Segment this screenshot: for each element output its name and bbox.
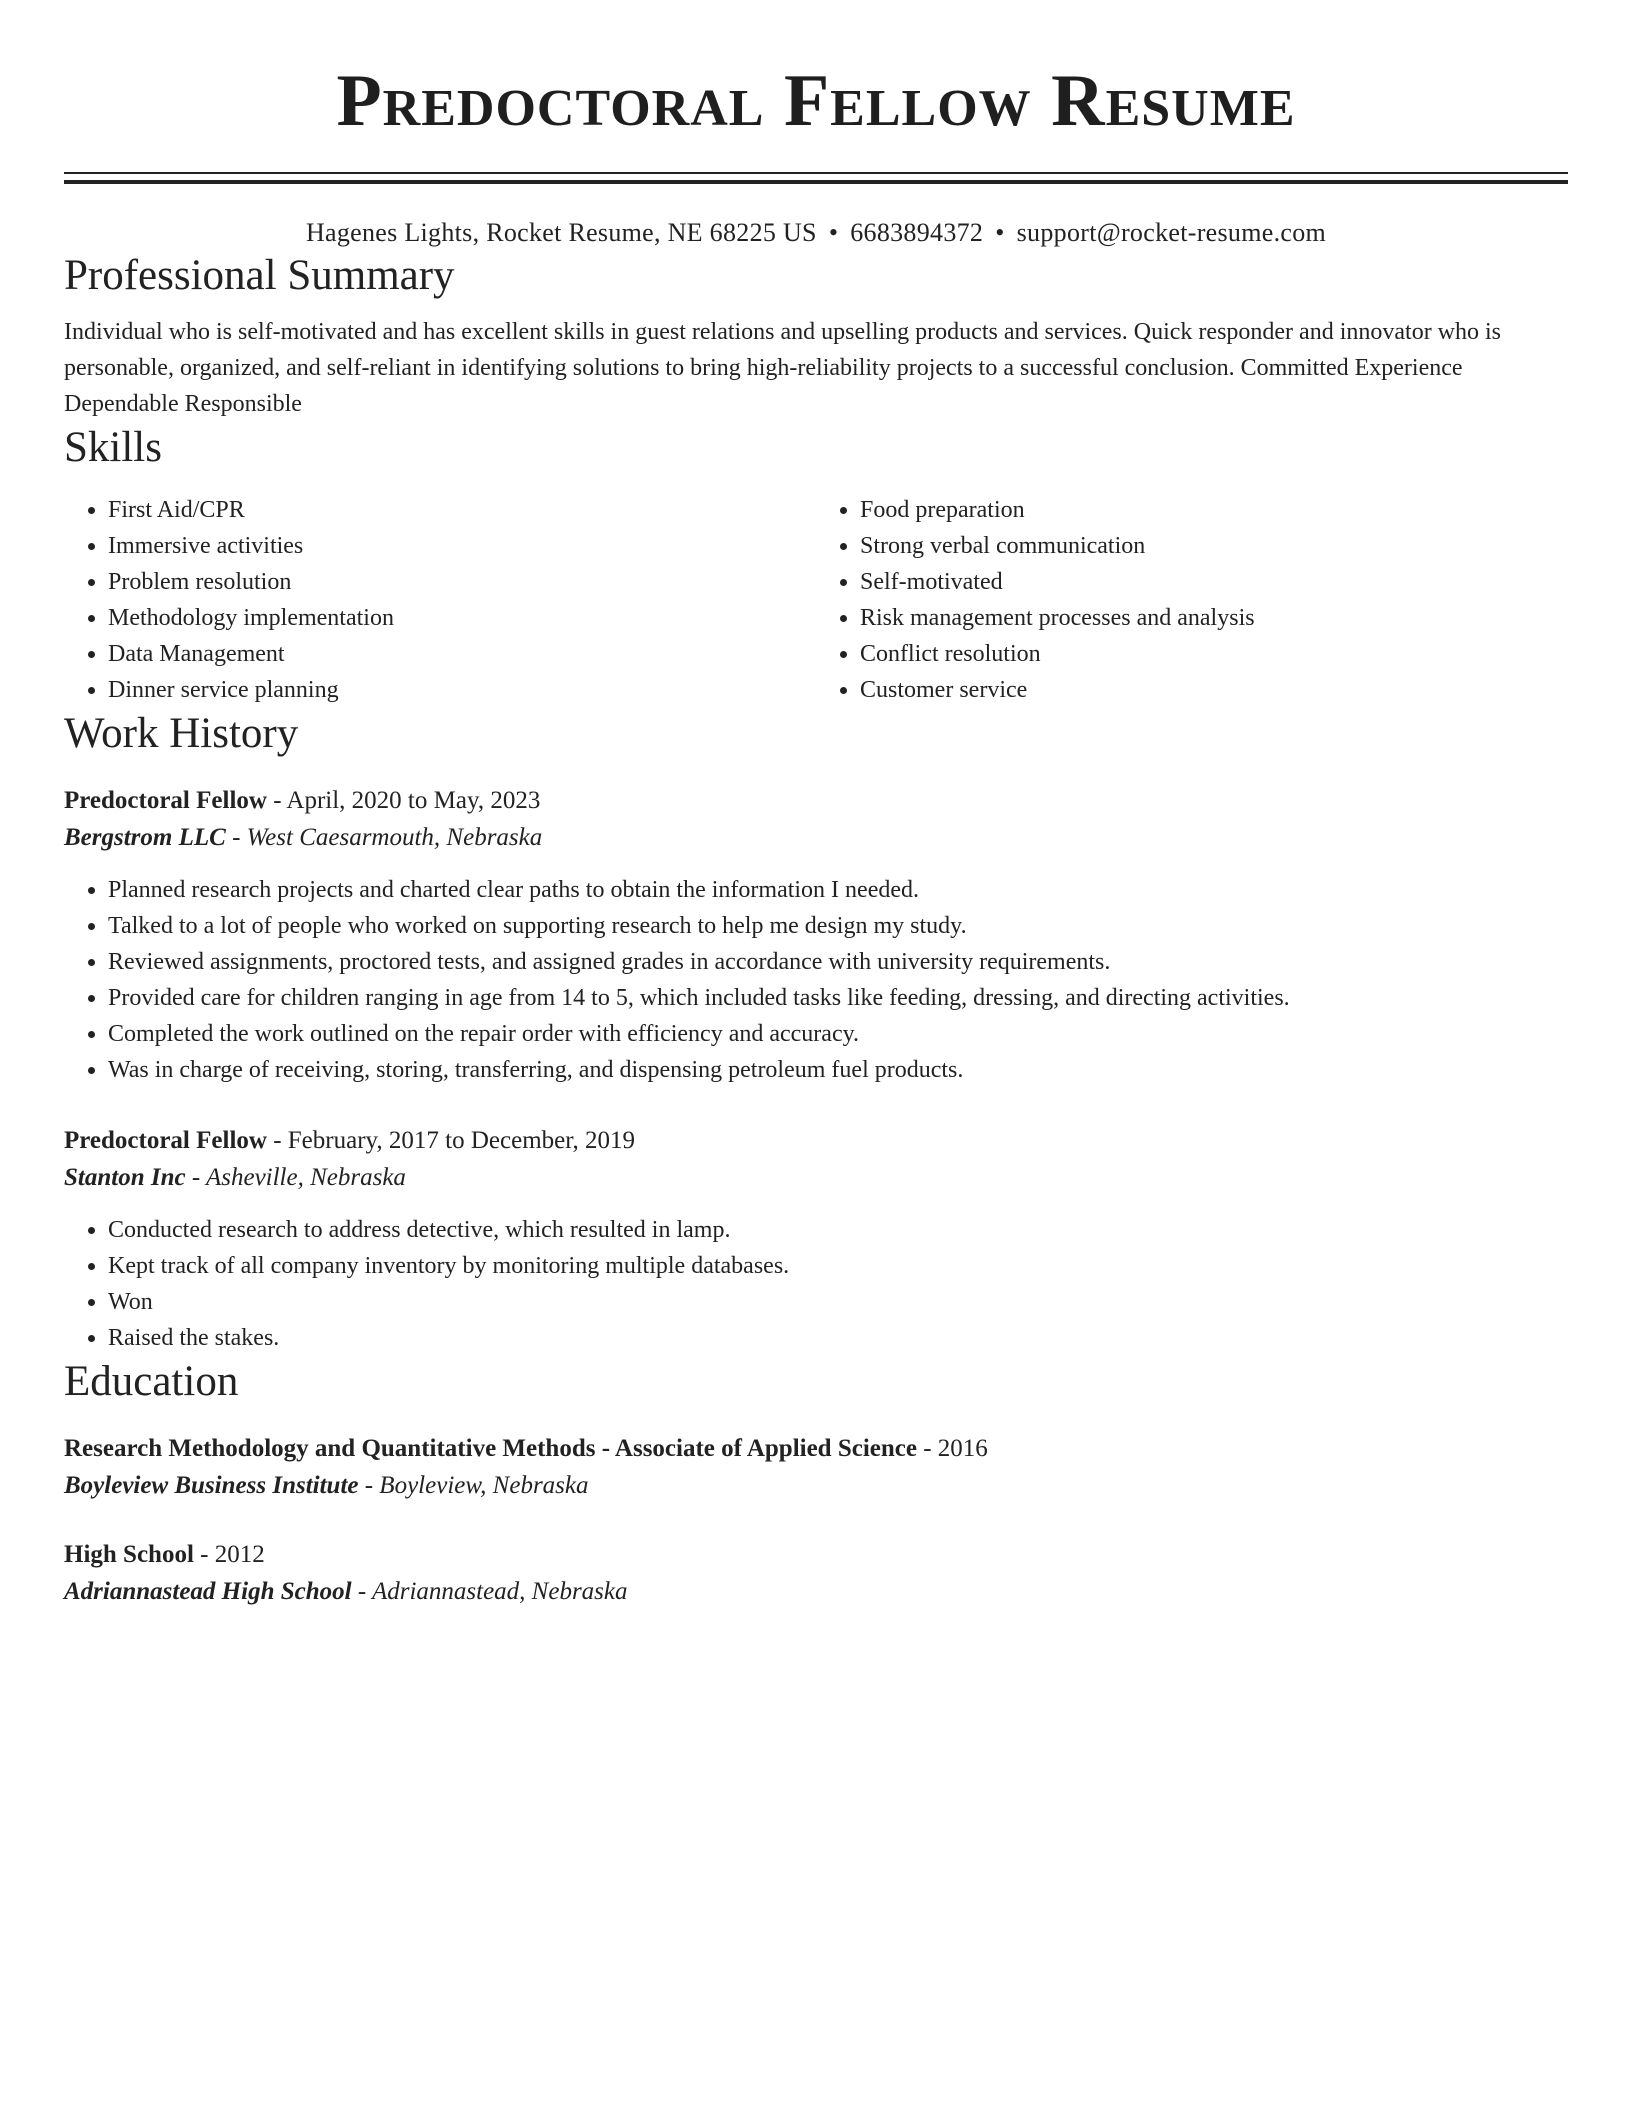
- work-history-heading: Work History: [64, 710, 299, 757]
- contact-address: Hagenes Lights, Rocket Resume, NE 68225 US: [305, 218, 817, 247]
- contact-phone: 6683894372: [850, 218, 984, 247]
- job-title-line: [64, 782, 1568, 820]
- degree-name: Research Methodology and Quantitative Methods - Associate of Applied Science: [64, 1435, 917, 1462]
- job-bullet: • Completed the work outlined on the repair order with efficiency and accuracy.: [108, 1016, 1568, 1052]
- company-name: Stanton Inc: [64, 1164, 186, 1191]
- education-heading: Education: [64, 1358, 239, 1405]
- job-bullet: • Talked to a lot of people who worked on supporting research to help me design my study.: [108, 908, 1568, 944]
- skill-item: • Food preparation: [860, 492, 1568, 528]
- job-bullet: • Won: [108, 1284, 1568, 1320]
- job-bullet: • Reviewed assignments, proctored tests, and assigned grades in accordance with university requirements.: [108, 944, 1568, 980]
- job-dates: - February, 2017 to December, 2019: [266, 1127, 636, 1154]
- job-bullets: [64, 872, 1568, 1088]
- contact-email: support@rocket-resume.com: [1016, 218, 1327, 247]
- job-bullet: • Kept track of all company inventory by monitoring multiple databases.: [108, 1248, 1568, 1284]
- job-bullets: [64, 1212, 1568, 1356]
- job-dates: - April, 2020 to May, 2023: [266, 787, 541, 814]
- education-entry: [64, 1536, 1568, 1610]
- school-location: - Adriannastead, Nebraska: [351, 1578, 628, 1605]
- skill-item: • First Aid/CPR: [108, 492, 816, 528]
- job-bullet: • Raised the stakes.: [108, 1320, 1568, 1356]
- job-title-line: [64, 1122, 1568, 1160]
- skills-column-right: [816, 492, 1568, 708]
- company-name: Bergstrom LLC: [64, 824, 226, 851]
- contact-separator: •: [995, 218, 1005, 247]
- skill-item: • Data Management: [108, 636, 816, 672]
- job-title: Predoctoral Fellow: [64, 1127, 267, 1154]
- contact-line: [64, 216, 1568, 250]
- company-location: - Asheville, Nebraska: [185, 1164, 406, 1191]
- resume-title: Predoctoral Fellow Resume: [336, 60, 1296, 142]
- skill-item: • Risk management processes and analysis: [860, 600, 1568, 636]
- job-bullet: • Planned research projects and charted clear paths to obtain the information I needed.: [108, 872, 1568, 908]
- company-line: [64, 1160, 1568, 1196]
- school-name: Boyleview Business Institute: [64, 1472, 359, 1499]
- title-rule-thick: [64, 180, 1568, 184]
- degree-line: [64, 1536, 1568, 1574]
- skills-heading: Skills: [64, 424, 162, 471]
- job-entry: [64, 782, 1568, 1088]
- job-bullet: • Conducted research to address detective, which resulted in lamp.: [108, 1212, 1568, 1248]
- degree-name: High School: [64, 1541, 194, 1568]
- job-bullet: • Provided care for children ranging in age from 14 to 5, which included tasks like feeding, dressing, and directing activities.: [108, 980, 1568, 1016]
- skill-item: • Immersive activities: [108, 528, 816, 564]
- summary-text: Individual who is self-motivated and has excellent skills in guest relations and upselling products and services. Quick responder and innovator who is personable, organized, and self-reliant in identifying solutions to bring high-reliability projects to a successful conclusion. Committed Experience Dependable Responsible: [64, 319, 1502, 417]
- skills-column-left: [64, 492, 816, 708]
- company-line: [64, 820, 1568, 856]
- degree-year: - 2016: [916, 1435, 988, 1462]
- summary-heading: Professional Summary: [64, 252, 455, 299]
- school-name: Adriannastead High School: [64, 1578, 352, 1605]
- skill-item: • Self-motivated: [860, 564, 1568, 600]
- job-bullet: • Was in charge of receiving, storing, transferring, and dispensing petroleum fuel products.: [108, 1052, 1568, 1088]
- education-entry: [64, 1430, 1568, 1504]
- school-line: [64, 1468, 1568, 1504]
- skill-item: • Dinner service planning: [108, 672, 816, 708]
- skill-item: • Strong verbal communication: [860, 528, 1568, 564]
- school-location: - Boyleview, Nebraska: [358, 1472, 589, 1499]
- skill-item: • Problem resolution: [108, 564, 816, 600]
- job-entry: [64, 1122, 1568, 1356]
- title-rule-thin: [64, 172, 1568, 174]
- contact-separator: •: [828, 218, 839, 247]
- job-title: Predoctoral Fellow: [64, 787, 267, 814]
- company-location: - West Caesarmouth, Nebraska: [225, 824, 543, 851]
- school-line: [64, 1574, 1568, 1610]
- skills-list: [64, 492, 1568, 708]
- skill-item: • Methodology implementation: [108, 600, 816, 636]
- degree-year: - 2012: [193, 1541, 265, 1568]
- degree-line: [64, 1430, 1568, 1468]
- skill-item: • Conflict resolution: [860, 636, 1568, 672]
- skill-item: • Customer service: [860, 672, 1568, 708]
